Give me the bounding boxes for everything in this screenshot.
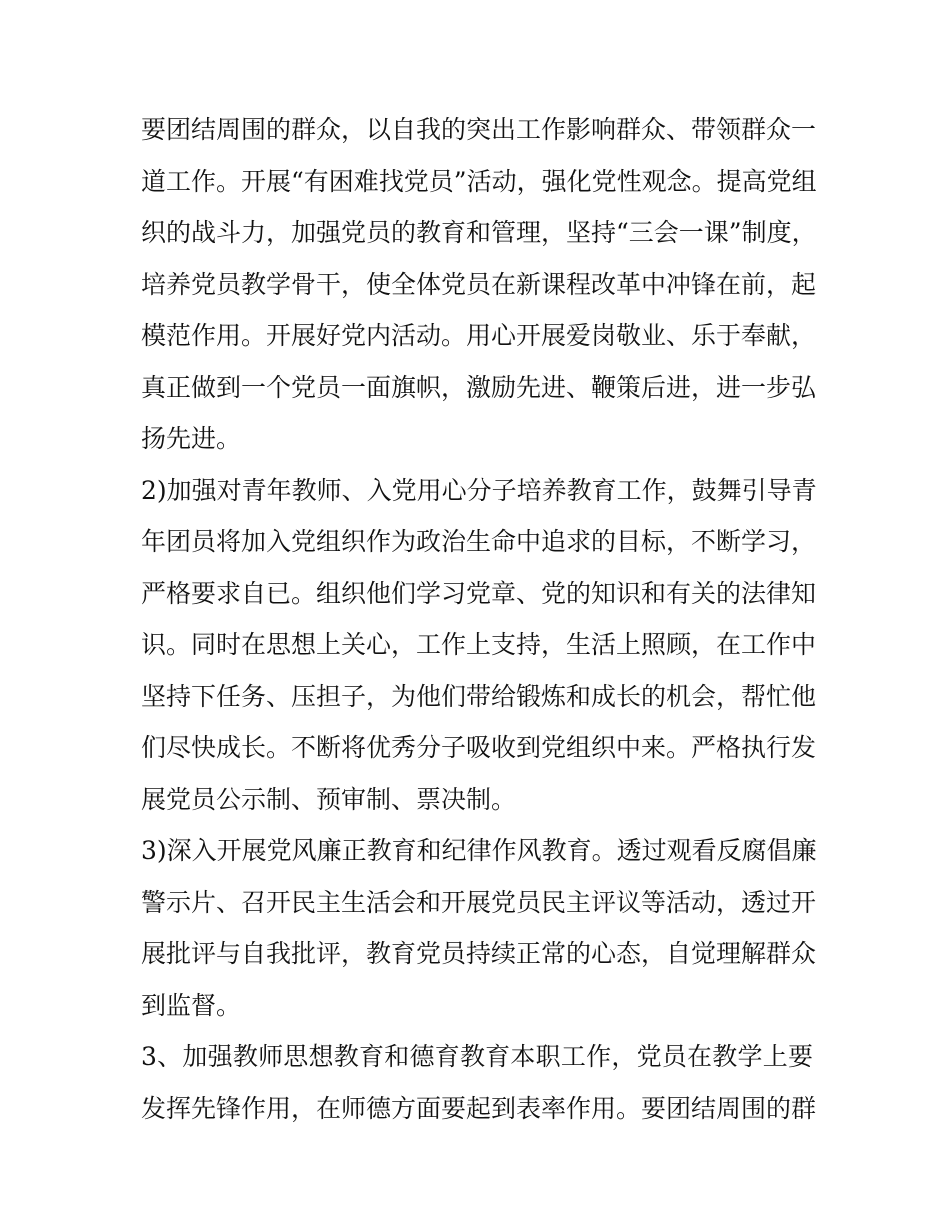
text-line: 发挥先锋作用，在师德方面要起到表率作用。要团结周围的群	[141, 1093, 817, 1123]
text-line: 织的战斗力，加强党员的教育和管理，坚持“三会一课”制度，	[141, 218, 817, 247]
text-line: 要团结周围的群众，以自我的突出工作影响群众、带领群众一	[141, 115, 817, 144]
text-line: 坚持下任务、压担子，为他们带给锻炼和成长的机会，帮忙他	[141, 681, 817, 711]
document-body	[141, 104, 817, 1134]
text-line: 展党员公示制、预审制、票决制。	[141, 784, 517, 814]
text-line: 真正做到一个党员一面旗帜，激励先进、鞭策后进，进一步弘	[141, 372, 817, 402]
text-line: 模范作用。开展好党内活动。用心开展爱岗敬业、乐于奉献，	[141, 321, 817, 350]
text-line: 严格要求自已。组织他们学习党章、党的知识和有关的法律知	[141, 578, 817, 608]
text-line: 3)深入开展党风廉正教育和纪律作风教育。透过观看反腐倡廉	[141, 836, 817, 865]
text-line: 道工作。开展“有困难找党员”活动，强化党性观念。提高党组	[141, 166, 817, 196]
text-line: 识。同时在思想上关心，工作上支持，生活上照顾，在工作中	[141, 630, 817, 659]
text-line: 扬先进。	[141, 424, 242, 453]
text-line: 警示片、召开民主生活会和开展党员民主评议等活动，透过开	[141, 887, 817, 917]
text-line: 3、加强教师思想教育和德育教育本职工作，党员在教学上要	[141, 1042, 813, 1071]
text-line: 2)加强对青年教师、入党用心分子培养教育工作，鼓舞引导青	[141, 475, 817, 505]
text-line: 展批评与自我批评，教育党员持续正常的心态，自觉理解群众	[141, 939, 817, 968]
text-line: 到监督。	[141, 990, 242, 1020]
text-line: 年团员将加入党组织作为政治生命中追求的目标，不断学习，	[141, 527, 817, 556]
text-line: 培养党员教学骨干，使全体党员在新课程改革中冲锋在前，起	[141, 269, 817, 299]
text-line: 们尽快成长。不断将优秀分子吸收到党组织中来。严格执行发	[141, 733, 817, 762]
